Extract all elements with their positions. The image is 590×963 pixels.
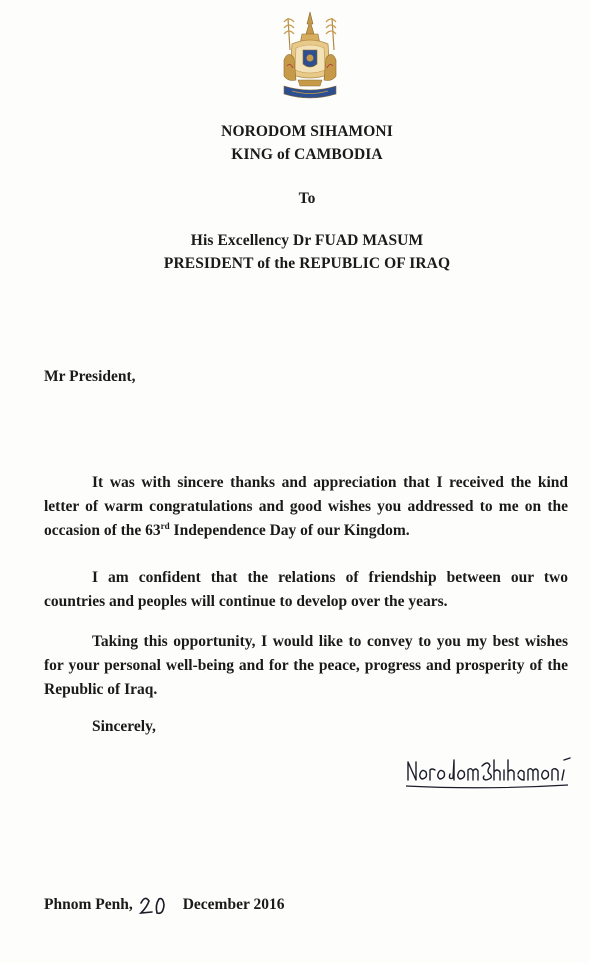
place: Phnom Penh, [44, 896, 133, 913]
month-year: December 2016 [182, 896, 285, 913]
closing: Sincerely, [92, 718, 156, 735]
body-paragraph-2: I am confident that the relations of friendship between our two countries and peoples will continue to develop over the years. [44, 569, 568, 610]
body-paragraph-1-text: It was with sincere thanks and appreciation that I received the kind letter of warm congratulations and good wishes you addressed to me on the occasion of the 63 [44, 474, 568, 539]
sender-name: NORODOM SIHAMONI [221, 123, 393, 140]
signature [404, 752, 574, 796]
royal-arms-of-cambodia-icon [278, 10, 342, 106]
date-line [44, 893, 284, 915]
recipient-title: PRESIDENT of the REPUBLIC OF IRAQ [163, 255, 451, 272]
ordinal-suffix: rd [160, 521, 170, 531]
sender-title: KING of CAMBODIA [231, 146, 383, 163]
recipient-name: His Excellency Dr FUAD MASUM [190, 232, 424, 249]
body-paragraph-3: Taking this opportunity, I would like to convey to you my best wishes for your personal well-being and for the peace, progress and prosperity of the Republic of Iraq. [44, 633, 568, 698]
body-paragraph-1 [44, 471, 568, 543]
salutation: Mr President, [44, 368, 136, 385]
handwritten-day [137, 893, 177, 915]
body-paragraph-1-end: Independence Day of our Kingdom. [169, 522, 410, 539]
addressee-to: To [298, 190, 316, 207]
